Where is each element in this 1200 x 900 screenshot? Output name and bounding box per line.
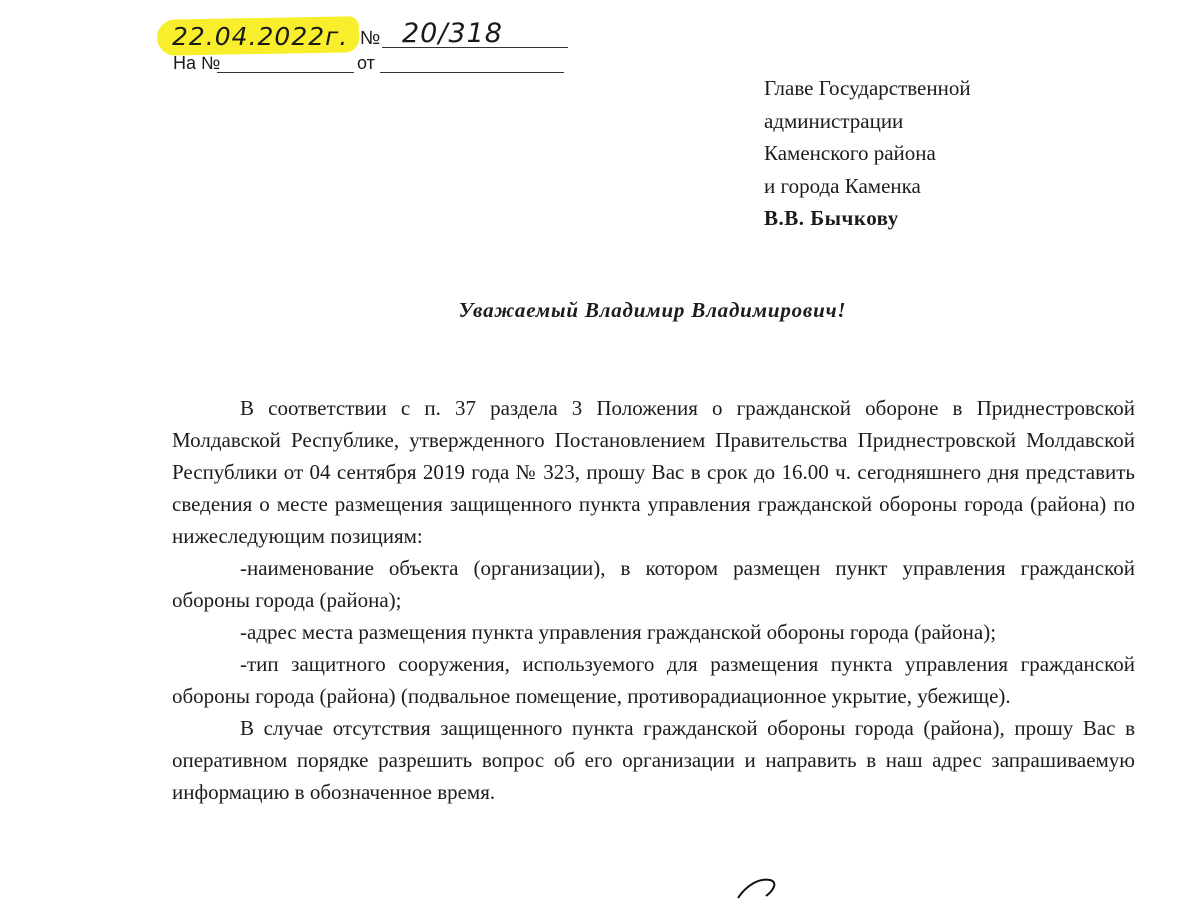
body-list-item: -адрес места размещения пункта управления гражданской обороны города (района);: [240, 620, 997, 644]
handwritten-number: 20/318: [402, 18, 503, 49]
signature-stroke: [736, 876, 796, 900]
greeting: Уважаемый Владимир Владимирович!: [458, 298, 847, 322]
body-list-item: -наименование объекта (организации), в котором размещен пункт управления гражданской обороны города (района);: [172, 556, 1135, 612]
body-paragraph: В случае отсутствия защищенного пункта гражданской обороны города (района), прошу Вас в оперативном порядке разрешить вопрос об его организации и направить в наш адрес запрашиваемую информацию в обозначенное время.: [172, 716, 1135, 804]
addressee-block: [764, 72, 1184, 235]
from-label: от: [357, 53, 375, 73]
reference-label: На №: [173, 53, 221, 73]
addressee-line: и города Каменка: [764, 173, 921, 198]
body-paragraph: В соответствии с п. 37 раздела 3 Положения о гражданской обороне в Приднестровской Молдавской Республике, утвержденного Постановлением Правительства Приднестровской Молдавской Республики от 04 сентября 2019 года № 323, прошу Вас в срок до 16.00 ч. сегодняшнего дня представить сведения о месте размещения защищенного пункта управления гражданской обороны города (района) по нижеследующим позициям:: [172, 396, 1135, 548]
addressee-name: В.В. Бычкову: [764, 206, 899, 231]
handwritten-date: 22.04.2022г.: [172, 22, 349, 51]
letter-body: [172, 392, 1135, 808]
addressee-line: Каменского района: [764, 141, 936, 166]
body-list-item: -тип защитного сооружения, используемого для размещения пункта управления гражданской обороны города (района) (подвальное помещение, противорадиационное укрытие, убежище).: [172, 652, 1135, 708]
from-underline: [380, 72, 564, 73]
reference-underline: [217, 72, 354, 73]
addressee-line: Главе Государственной: [764, 76, 971, 100]
addressee-line: администрации: [764, 108, 904, 133]
number-label: №: [360, 28, 381, 49]
